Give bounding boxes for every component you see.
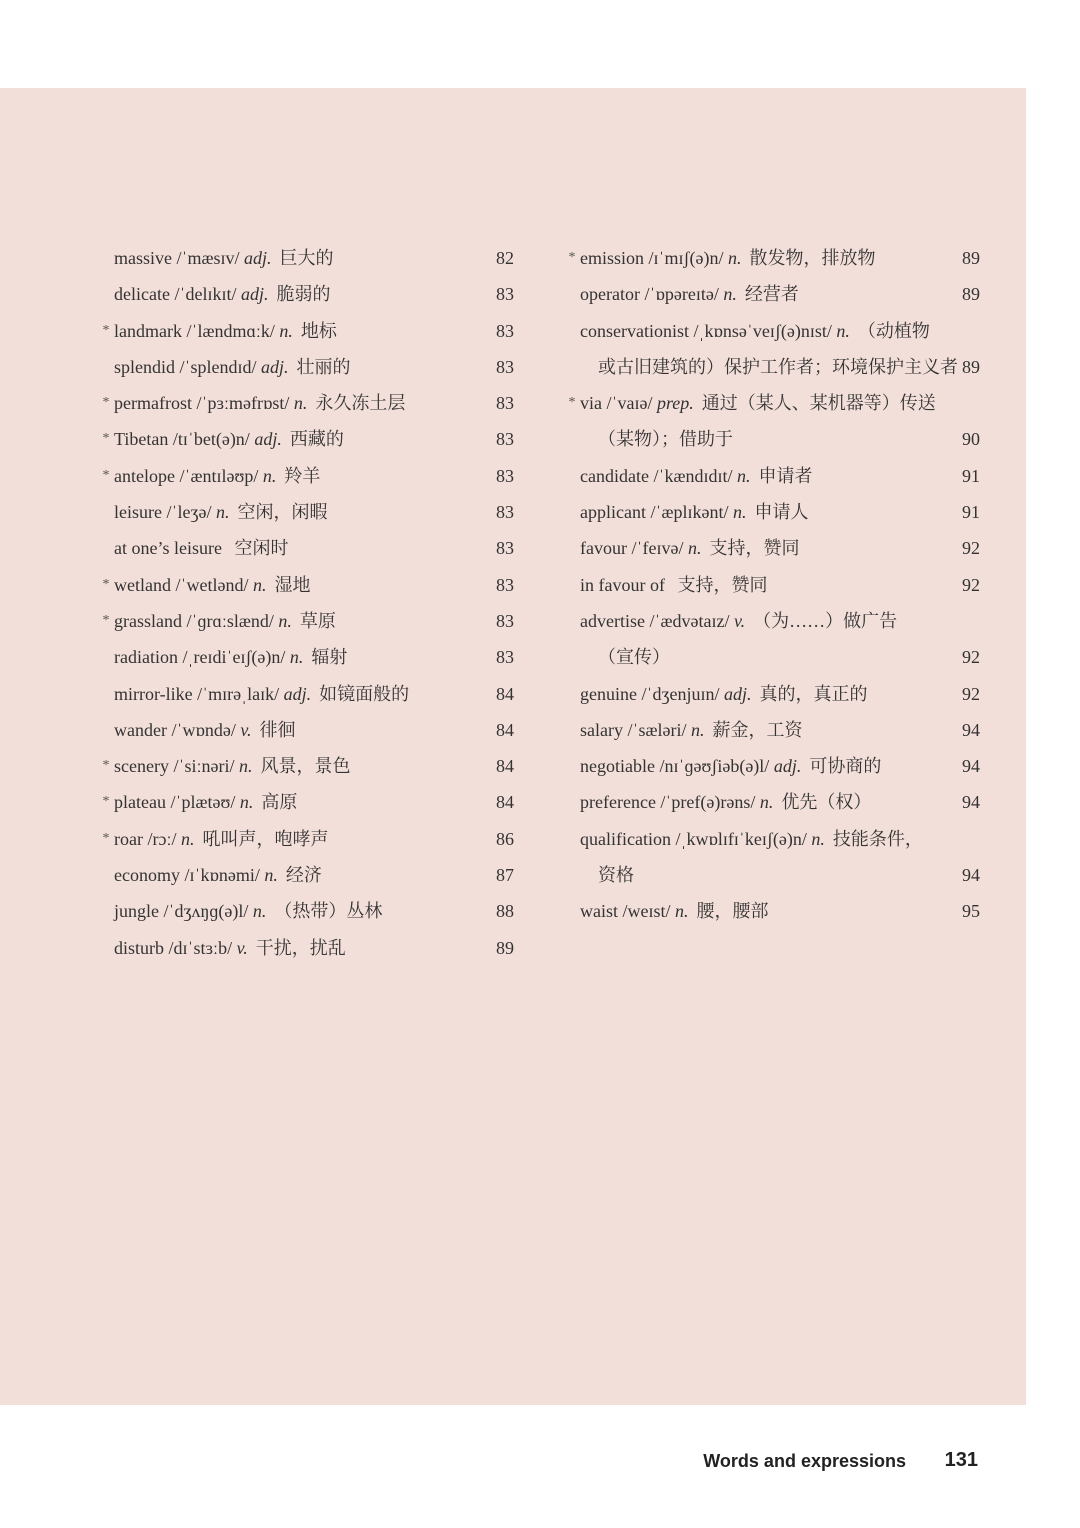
part-of-speech: n.: [239, 792, 254, 813]
vocab-entry-text: [580, 784, 871, 820]
vocab-entry-text: [598, 349, 958, 385]
vocab-entry-text: [580, 748, 881, 784]
vocab-entry: [566, 821, 980, 857]
vocab-word: qualification /ˌkwɒlɪfɪˈkeɪʃ(ə)n/: [580, 828, 807, 849]
vocab-entry-text: [114, 930, 346, 966]
vocab-meaning: 技能条件，: [832, 828, 923, 849]
part-of-speech: n.: [279, 320, 293, 341]
part-of-speech: n.: [687, 538, 702, 559]
vocab-entry: [566, 857, 980, 893]
vocab-page-number: 84: [496, 683, 514, 704]
part-of-speech: n.: [836, 320, 850, 341]
vocab-entry-text: [114, 893, 382, 929]
vocab-meaning: 羚羊: [284, 465, 321, 486]
vocab-page-number: 83: [496, 393, 514, 414]
vocab-meaning: 腰，腰部: [696, 901, 769, 922]
vocab-entry: [566, 530, 980, 566]
vocab-entry-text: [580, 313, 930, 349]
vocab-entry-text: [580, 821, 923, 857]
vocab-entry-text: [114, 276, 330, 312]
vocab-entry-text: [114, 821, 328, 857]
vocab-entry: [100, 276, 514, 312]
vocab-entry-text: [598, 857, 634, 893]
vocab-page-number: 84: [496, 792, 514, 813]
part-of-speech: n.: [759, 792, 774, 813]
star-marker-icon: *: [102, 794, 110, 810]
vocab-entry: [100, 240, 514, 276]
vocab-word: advertise /ˈædvətaɪz/: [580, 610, 730, 631]
vocab-entry-text: [580, 676, 867, 712]
part-of-speech: v.: [733, 610, 746, 631]
vocab-page-number: 91: [962, 502, 980, 523]
vocab-entry-text: [114, 240, 334, 276]
vocab-word: conservationist /ˌkɒnsəˈveɪʃ(ə)nɪst/: [580, 320, 832, 341]
vocab-meaning: 优先（权）: [781, 792, 872, 813]
part-of-speech: adj.: [261, 356, 289, 377]
vocab-meaning: 经营者: [744, 284, 799, 305]
vocab-page-number: 90: [962, 429, 980, 450]
vocab-entry: [566, 276, 980, 312]
vocab-meaning: 草原: [299, 610, 336, 631]
vocab-meaning: （热带）丛林: [274, 901, 383, 922]
vocab-page-number: 83: [496, 502, 514, 523]
vocab-entry: [100, 857, 514, 893]
part-of-speech: v.: [236, 937, 248, 958]
vocab-entry-text: [580, 712, 802, 748]
vocab-entry: [566, 421, 980, 457]
vocab-meaning: 高原: [261, 792, 298, 813]
vocab-word: plateau /ˈplætəʊ/: [114, 792, 236, 813]
vocab-meaning: 永久冻土层: [315, 393, 406, 414]
vocab-page-number: 89: [962, 248, 980, 268]
vocab-entry-text: [114, 458, 320, 494]
vocab-entry: [100, 385, 514, 421]
vocab-word: splendid /ˈsplendɪd/: [114, 356, 257, 377]
vocab-entry-text: [114, 603, 336, 639]
part-of-speech: adj.: [773, 756, 802, 777]
part-of-speech: n.: [732, 502, 747, 523]
vocab-entry: [100, 421, 514, 457]
part-of-speech: adj.: [723, 683, 752, 704]
vocab-meaning: 空闲，闲暇: [237, 502, 328, 523]
part-of-speech: n.: [289, 647, 304, 668]
vocab-word: antelope /ˈæntɪləʊp/: [114, 465, 259, 486]
vocab-meaning: 通过（某人、某机器等）传送: [701, 393, 936, 414]
vocab-meaning: 如镜面般的: [319, 683, 410, 704]
vocab-word: permafrost /ˈpɜːməfrɒst/: [114, 393, 290, 414]
vocab-page-number: 94: [962, 756, 980, 777]
part-of-speech: n.: [264, 865, 278, 886]
part-of-speech: n.: [215, 502, 230, 523]
part-of-speech: n.: [675, 901, 689, 922]
star-marker-icon: *: [568, 395, 576, 411]
vocab-word: salary /ˈsæləri/: [580, 719, 687, 740]
vocab-page-number: 83: [496, 284, 514, 305]
vocab-meaning: 或古旧建筑的）保护工作者；环境保护主义者: [598, 356, 958, 377]
vocab-entry: [100, 567, 514, 603]
vocab-entry: [566, 567, 980, 603]
vocab-page-number: 92: [962, 683, 980, 704]
vocab-page-number: 83: [496, 320, 514, 341]
vocab-page-number: 83: [496, 647, 514, 668]
part-of-speech: n.: [723, 284, 737, 305]
vocab-entry: [566, 639, 980, 675]
star-marker-icon: *: [102, 395, 110, 411]
star-marker-icon: *: [568, 250, 576, 265]
vocab-word: landmark /ˈlændmɑːk/: [114, 320, 275, 341]
vocab-meaning: （动植物: [857, 320, 930, 341]
part-of-speech: n.: [252, 901, 267, 922]
vocab-word: jungle /ˈdʒʌŋɡ(ə)l/: [114, 901, 249, 922]
vocab-entry-text: [580, 530, 799, 566]
page-number: 131: [944, 1449, 978, 1471]
vocab-entry-text: [580, 458, 812, 494]
vocab-word: roar /rɔː/: [114, 828, 177, 849]
vocab-entry-text: [114, 313, 337, 349]
part-of-speech: n.: [252, 574, 267, 595]
vocab-entry: [566, 349, 980, 385]
vocab-page-number: 95: [962, 901, 980, 922]
vocab-page-number: 84: [496, 756, 514, 777]
vocab-entry: [566, 494, 980, 530]
right-vocabulary-column: [566, 240, 980, 930]
vocab-entry: [100, 748, 514, 784]
vocab-meaning: 地标: [300, 320, 337, 341]
vocab-meaning: 徘徊: [259, 719, 296, 740]
vocab-meaning: 干扰，扰乱: [255, 937, 346, 958]
vocab-page-number: 84: [496, 719, 514, 740]
vocab-meaning: 支持，赞同: [677, 574, 768, 595]
vocab-word: in favour of: [580, 574, 665, 595]
vocab-entry: [100, 930, 514, 966]
vocab-word: economy /ɪˈkɒnəmi/: [114, 865, 260, 886]
vocab-word: via /ˈvaɪə/: [580, 393, 653, 414]
vocab-entry: [566, 240, 980, 276]
part-of-speech: n.: [180, 828, 195, 849]
part-of-speech: n.: [690, 719, 705, 740]
vocab-page-number: 83: [496, 429, 514, 450]
vocab-entry-text: [580, 240, 875, 276]
vocab-page-number: 83: [496, 610, 514, 631]
vocab-entry: [100, 603, 514, 639]
part-of-speech: v.: [240, 719, 252, 740]
part-of-speech: adj.: [244, 248, 272, 268]
vocab-meaning: 薪金，工资: [712, 719, 803, 740]
vocab-entry: [100, 639, 514, 675]
part-of-speech: n.: [293, 393, 308, 414]
vocab-word: applicant /ˈæplɪkənt/: [580, 502, 729, 523]
vocab-word: massive /ˈmæsɪv/: [114, 248, 240, 268]
vocab-entry: [566, 784, 980, 820]
vocab-entry: [566, 603, 980, 639]
part-of-speech: prep.: [656, 393, 694, 414]
vocab-entry-text: [114, 748, 350, 784]
vocab-entry: [100, 530, 514, 566]
part-of-speech: n.: [238, 756, 253, 777]
part-of-speech: n.: [736, 465, 751, 486]
vocab-entry: [566, 385, 980, 421]
part-of-speech: n.: [262, 465, 277, 486]
star-marker-icon: *: [102, 322, 110, 338]
vocab-entry-text: [114, 639, 347, 675]
vocab-entry-text: [580, 893, 769, 929]
vocab-page-number: 92: [962, 538, 980, 559]
part-of-speech: n.: [811, 828, 825, 849]
vocab-page-number: 82: [496, 248, 514, 268]
vocab-entry: [100, 349, 514, 385]
vocab-entry-text: [598, 421, 733, 457]
footer-section-title: Words and expressions: [703, 1451, 906, 1471]
star-marker-icon: *: [102, 467, 110, 483]
vocab-entry: [566, 676, 980, 712]
vocab-word: scenery /ˈsiːnəri/: [114, 756, 235, 777]
vocab-meaning: 支持，赞同: [709, 538, 800, 559]
vocab-meaning: 空闲时: [234, 538, 289, 559]
vocab-meaning: 脆弱的: [276, 284, 331, 305]
vocab-page-number: 89: [962, 356, 980, 377]
vocab-word: preference /ˈpref(ə)rəns/: [580, 792, 756, 813]
vocab-page-number: 83: [496, 538, 514, 559]
vocab-entry-text: [114, 421, 344, 457]
vocab-page-number: 89: [962, 284, 980, 305]
vocab-meaning: 可协商的: [809, 756, 882, 777]
vocab-entry-text: [114, 349, 351, 385]
vocab-word: candidate /ˈkændɪdɪt/: [580, 465, 733, 486]
part-of-speech: adj.: [283, 683, 312, 704]
vocab-entry-text: [580, 567, 767, 603]
part-of-speech: adj.: [254, 429, 282, 450]
vocab-entry: [100, 494, 514, 530]
vocab-entry: [566, 712, 980, 748]
vocab-meaning: 散发物，排放物: [749, 248, 876, 268]
star-marker-icon: *: [102, 576, 110, 592]
vocab-entry-text: [114, 567, 310, 603]
vocab-meaning: 资格: [598, 865, 634, 886]
vocabulary-panel: [0, 88, 1026, 1405]
vocab-entry-text: [114, 530, 288, 566]
vocab-word: wetland /ˈwetlənd/: [114, 574, 249, 595]
vocab-entry-text: [598, 639, 670, 675]
vocab-word: Tibetan /tɪˈbet(ə)n/: [114, 429, 250, 450]
vocab-meaning: 巨大的: [279, 248, 334, 268]
vocab-word: delicate /ˈdelɪkɪt/: [114, 284, 237, 305]
vocab-entry: [100, 676, 514, 712]
vocab-entry: [100, 712, 514, 748]
star-marker-icon: *: [102, 758, 110, 774]
vocab-word: negotiable /nɪˈɡəʊʃiəb(ə)l/: [580, 756, 770, 777]
vocab-entry-text: [114, 385, 405, 421]
vocab-word: radiation /ˌreɪdiˈeɪʃ(ə)n/: [114, 647, 286, 668]
vocab-entry: [100, 821, 514, 857]
vocab-entry: [566, 458, 980, 494]
vocab-entry-text: [580, 494, 808, 530]
vocab-entry: [100, 893, 514, 929]
vocab-entry: [566, 748, 980, 784]
vocab-word: emission /ɪˈmɪʃ(ə)n/: [580, 248, 724, 268]
vocab-word: operator /ˈɒpəreɪtə/: [580, 284, 719, 305]
vocab-page-number: 92: [962, 574, 980, 595]
left-vocabulary-column: [100, 240, 514, 966]
vocab-entry-text: [114, 494, 327, 530]
vocab-page-number: 88: [496, 901, 514, 922]
vocab-meaning: 西藏的: [289, 429, 344, 450]
vocab-entry: [566, 893, 980, 929]
vocab-page-number: 94: [962, 719, 980, 740]
vocab-meaning: 真的，真正的: [759, 683, 868, 704]
vocab-entry: [100, 458, 514, 494]
part-of-speech: adj.: [240, 284, 269, 305]
vocab-entry: [100, 313, 514, 349]
vocab-word: grassland /ˈɡrɑːslænd/: [114, 610, 274, 631]
vocab-entry-text: [580, 385, 936, 421]
vocab-word: mirror-like /ˈmɪrəˌlaɪk/: [114, 683, 280, 704]
vocab-page-number: 94: [962, 865, 980, 886]
vocab-page-number: 89: [496, 937, 514, 958]
vocab-page-number: 92: [962, 647, 980, 668]
vocab-meaning: （为……）做广告: [753, 610, 898, 631]
vocab-entry-text: [114, 857, 322, 893]
vocab-meaning: （宣传）: [598, 647, 670, 668]
vocab-entry-text: [114, 784, 297, 820]
vocab-entry: [566, 313, 980, 349]
part-of-speech: n.: [727, 248, 742, 268]
vocab-meaning: 吼叫声，咆哮声: [202, 828, 329, 849]
vocab-page-number: 94: [962, 792, 980, 813]
vocab-meaning: 辐射: [311, 647, 348, 668]
vocab-meaning: 经济: [285, 865, 322, 886]
vocab-word: leisure /ˈleʒə/: [114, 502, 212, 523]
vocab-page-number: 83: [496, 574, 514, 595]
vocab-word: genuine /ˈdʒenjuɪn/: [580, 683, 720, 704]
vocab-page-number: 83: [496, 465, 514, 486]
star-marker-icon: *: [102, 830, 110, 846]
vocab-meaning: 风景，景色: [260, 756, 351, 777]
vocab-meaning: 壮丽的: [296, 356, 351, 377]
vocab-entry-text: [114, 712, 296, 748]
vocab-page-number: 91: [962, 465, 980, 486]
star-marker-icon: *: [102, 612, 110, 628]
vocab-word: waist /weɪst/: [580, 901, 671, 922]
vocab-entry: [100, 784, 514, 820]
vocab-word: at one’s leisure: [114, 538, 222, 559]
vocab-meaning: 申请者: [758, 465, 813, 486]
vocab-page-number: 87: [496, 865, 514, 886]
vocab-entry-text: [580, 603, 897, 639]
star-marker-icon: *: [102, 431, 110, 447]
vocab-word: wander /ˈwɒndə/: [114, 719, 236, 740]
vocab-meaning: 湿地: [274, 574, 311, 595]
vocab-meaning: 申请人: [754, 502, 809, 523]
vocab-entry-text: [580, 276, 799, 312]
vocab-entry-text: [114, 676, 409, 712]
part-of-speech: n.: [278, 610, 292, 631]
vocab-page-number: 83: [496, 356, 514, 377]
vocab-meaning: （某物）；借助于: [598, 429, 733, 450]
vocab-word: favour /ˈfeɪvə/: [580, 538, 684, 559]
vocab-page-number: 86: [496, 828, 514, 849]
vocab-word: disturb /dɪˈstɜːb/: [114, 937, 233, 958]
